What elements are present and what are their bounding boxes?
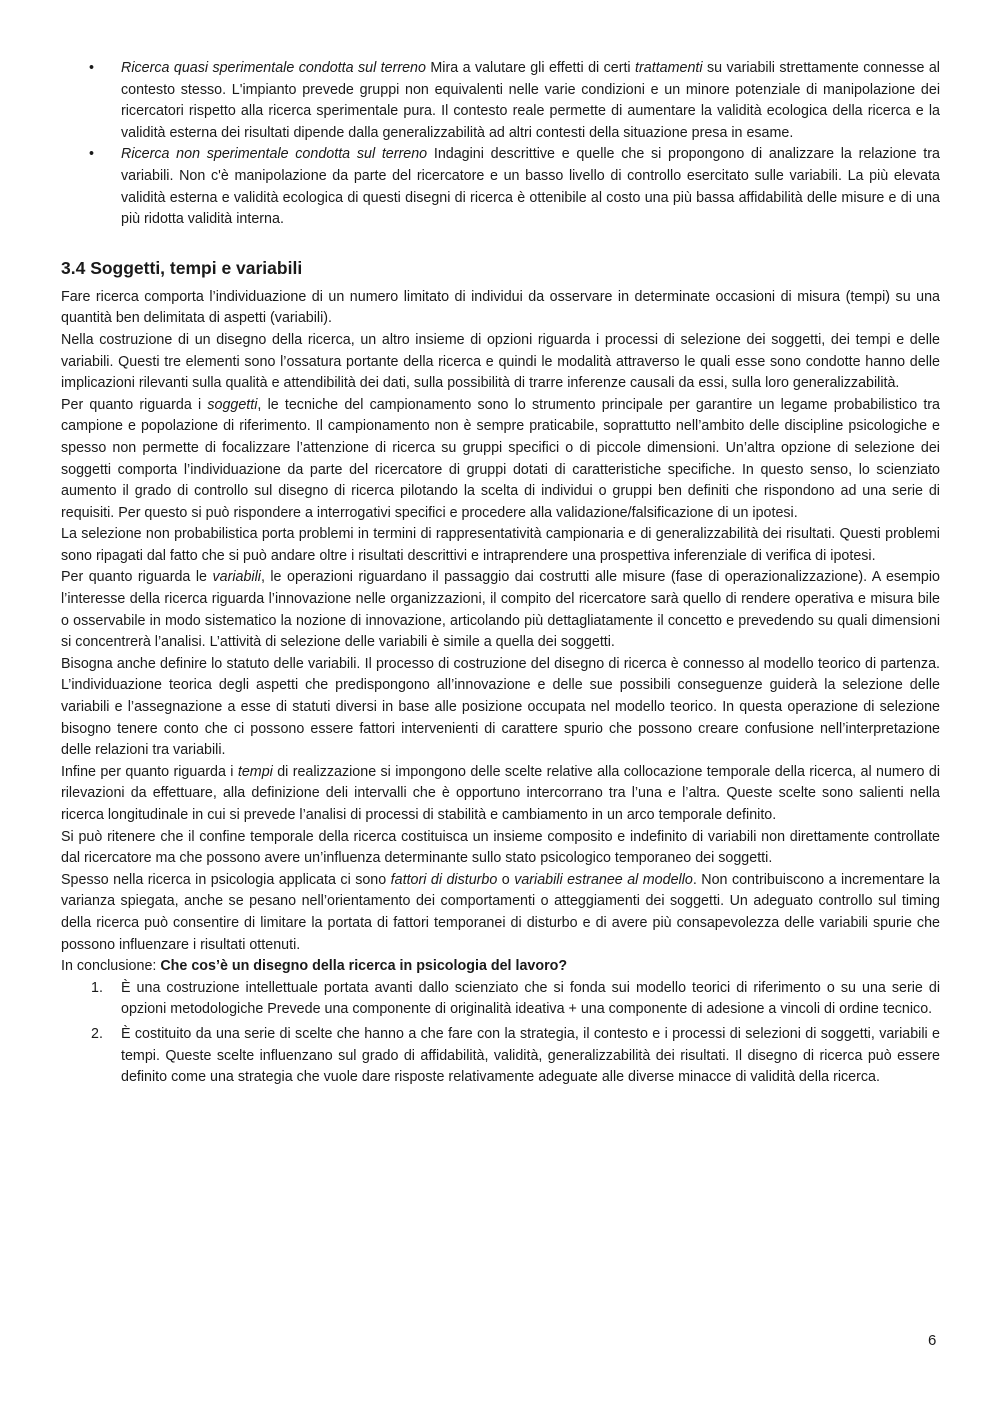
paragraph: Si può ritenere che il confine temporale della ricerca costituisca un insieme composito e indefinito di variabili non direttamente controllate dal ricercatore ma che possono avere un’influenza determinante sullo stato psicologico temporaneo dei soggetti. <box>61 828 940 867</box>
bullet-text: Mira a valutare gli effetti di certi <box>430 60 636 76</box>
bullet-item <box>61 58 940 144</box>
paragraph: La selezione non probabilistica porta problemi in termini di rappresentatività campionaria e di generalizzabilità dei risultati. Questi problemi sono ripagati dal fatto che si può andare oltre i risultati descrittivi e intraprendere una prospettiva inferenziale di verifica di ipotesi. <box>61 526 940 564</box>
item-number: 2. <box>91 1025 103 1042</box>
bullet-text: Indagini descrittive e quelle che si propongono di analizzare la relazione tra variabili. Non c'è manipolazione da parte del ricercatore e un basso livello di controllo esercitato sulle variabili. La più elevata validità esterna e validità ecologica di questi disegni di ricerca è ottenibile al costo una più bassa affidabilità delle misure e di una più ridotta validità interna. <box>121 146 940 228</box>
item-text: È una costruzione intellettuale portata avanti dallo scienziato che si fonda sui modello teorici di riferimento o su una serie di opzioni metodologiche <box>121 979 940 1018</box>
bullet-item <box>61 144 940 230</box>
bullet-marker: • <box>89 146 95 163</box>
conclusion-list <box>61 978 940 1089</box>
bullet-emphasis: trattamenti <box>635 60 703 76</box>
conclusion-item <box>61 1024 940 1089</box>
paragraph: Nella costruzione di un disegno della ricerca, un altro insieme di opzioni riguarda i processi di selezione dei soggetti, dei tempi e delle variabili. Questi tre elementi sono l’ossatura portante della ricerca e quindi le modalità attraverso le quali esse sono condotte hanno delle implicazioni rilevanti sulla qualità e attendibilità dei dati, sulla possibilità di trarre inferenze causali da essi, sulla loro generalizzabilità. <box>61 331 940 392</box>
item-number: 1. <box>91 979 103 996</box>
bullet-title: Ricerca non sperimentale condotta sul terreno <box>121 146 428 163</box>
paragraph: Fare ricerca comporta l’individuazione di un numero limitato di individui da osservare in determinate occasioni di misura (tempi) su una quantità ben delimitata di aspetti (variabili). <box>61 288 940 327</box>
bullet-title: Ricerca quasi sperimentale condotta sul terreno <box>121 60 426 76</box>
bullet-marker: • <box>89 60 95 76</box>
paragraph: Per quanto riguarda le variabili, le operazioni riguardano il passaggio dai costrutti alle misure (fase di operazionalizzazione). A esempio l’interesse della ricerca riguarda l’innovazione nelle organizzazioni, il compito del ricercatore sarà quello di rendere operativa e misura bile o osservabile in modo sistematico la nozione di innovazione, articolando più dettagliatamente il concetto e prevedendo su quali dimensioni si concentrerà l’analisi. L’attività di selezione delle variabili è simile a quella dei soggetti. <box>61 569 940 651</box>
conclusion-lead: In conclusione: Che cos’è un disegno della ricerca in psicologia del lavoro? <box>61 958 568 975</box>
paragraph: Bisogna anche definire lo statuto delle variabili. Il processo di costruzione del disegno di ricerca è connesso al modello teorico di partenza. L’individuazione teorica degli aspetti che predispongono all’innovazione e delle sue possibili conseguenze guiderà la selezione delle variabili e l’assegnazione a esse di statuti diversi in base alle posizione occupata nel modello teorico. In questa operazione di selezione bisogno tenere conto che ci possono essere fattori intervenienti di carattere spurio che possono creare confusione nell’interpretazione delle relazioni tra variabili. <box>61 655 940 759</box>
bullet-list <box>61 58 940 231</box>
document-page <box>61 58 940 1092</box>
paragraph: Spesso nella ricerca in psicologia applicata ci sono fattori di disturbo o variabili estranee al modello. Non contribuiscono a incrementare la varianza spiegata, anche se pesano nell’orientamento dei comportamenti o atteggiamenti dei soggetti. Un adeguato controllo sul timing della ricerca può consentire di limitare la portata di fattori temporanei di disturbo e di avere più consapevolezza delle variabili spurie che possono influenzare i risultati ottenuti. <box>61 871 940 953</box>
item-text: Prevede una componente di originalità ideativa + una componente di adesione a vincoli di ordine tecnico. <box>267 1001 933 1018</box>
page-number: 6 <box>928 1332 937 1349</box>
paragraph: Infine per quanto riguarda i tempi di realizzazione si impongono delle scelte relative alla collocazione temporale della ricerca, al numero di rilevazioni da effettuare, alla definizione deli intervalli che è opportuno intercorrano tra l’una e l’altra. Queste scelte sono salienti nella ricerca longitudinale in cui si prevede l’analisi di processi di stabilità e cambiamento in un arco temporale definito. <box>61 763 940 823</box>
paragraph: Per quanto riguarda i soggetti, le tecniche del campionamento sono lo strumento principale per garantire un legame probabilistico tra campione e popolazione di riferimento. Il campionamento non è sempre praticabile, soprattutto nell’ambito delle discipline psicologiche e spesso non permette di focalizzare l’attenzione di ricerca su gruppi specifici o di piccole dimensioni. Un’altra opzione di selezione dei soggetti comporta l’individuazione da parte del ricercatore di gruppi dotati di caratteristiche specifiche. In questo senso, lo scienziato aumento il grado di controllo sul disegno di ricerca pilotando la scelta di individui o gruppi ben definiti che rispondono ad una serie di requisiti. Per questo si può rispondere a interrogativi specifici e procedere alla validazione/falsificazione di un ipotesi. <box>61 396 941 521</box>
item-text: È costituito da una serie di scelte che hanno a che fare con la strategia, il contesto e i processi di selezioni di soggetti, variabili e tempi. Queste scelte influenzano sul grado di affidabilità, validità, generalizzabilità dei risultati. Il disegno di ricerca può essere definito come una strategia che vuole dare risposte relativamente adeguate alle diverse minacce di validità della ricerca. <box>121 1025 940 1086</box>
bullet-text: su variabili strettamente connesse al contesto stesso. L'impianto prevede gruppi non equivalenti nelle varie condizioni e un minore potenziale di manipolazione dei ricercatori rispetto alla ricerca sperimentale pura. Il contesto reale permette di aumentare la validità ecologica della ricerca e la validità esterna dei risultati dipende dalla generalizzabilità ad altri contesti della situazione presa in esame. <box>121 60 940 141</box>
conclusion-item <box>61 978 940 1021</box>
section-heading: 3.4 Soggetti, tempi e variabili <box>61 257 303 278</box>
